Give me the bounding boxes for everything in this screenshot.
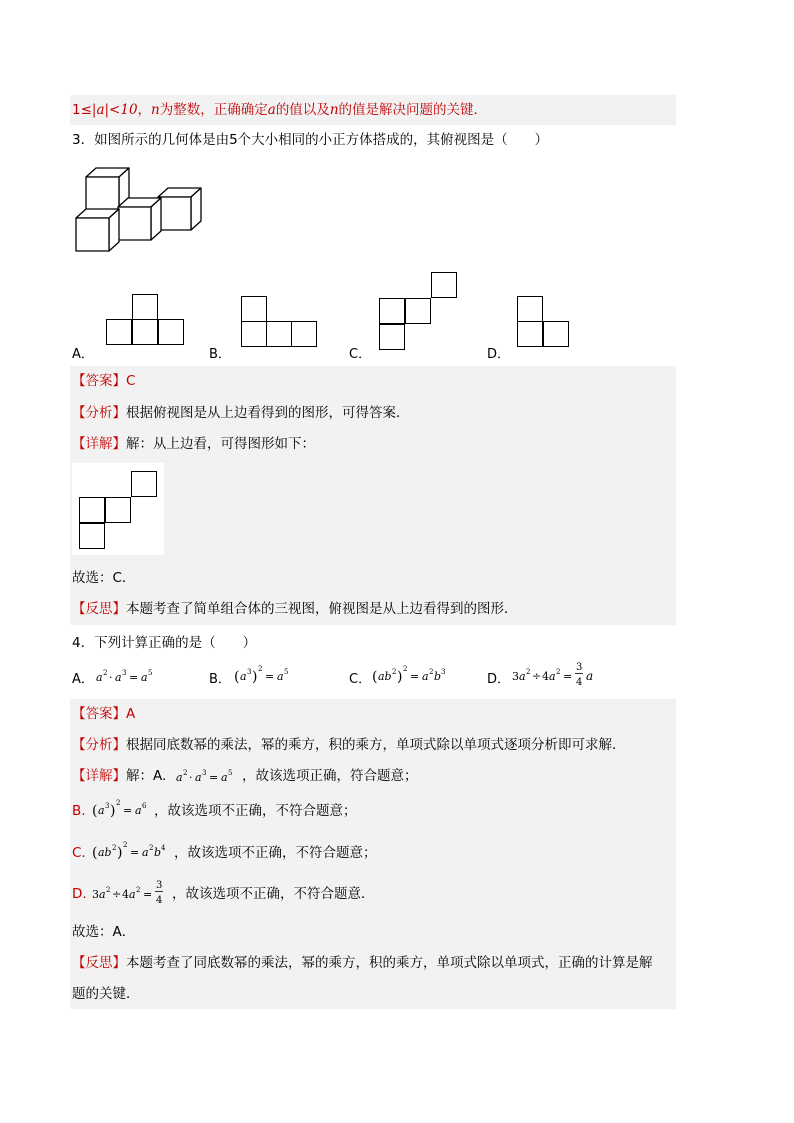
q4-option-a-label: A． <box>72 672 94 687</box>
q4-detail-b-formula <box>92 797 154 821</box>
cube-right <box>158 188 201 230</box>
svg-text:2: 2 <box>136 886 141 894</box>
svg-text:2: 2 <box>112 844 117 852</box>
svg-text:2: 2 <box>429 668 434 676</box>
q3-detail: 【详解】解：从上边看，可得图形如下： <box>72 436 315 452</box>
svg-text:a: a <box>99 888 106 901</box>
question-3-stem: 3．如图所示的几何体是由5个大小相同的小正方体搭成的，其俯视图是（ ） <box>72 132 549 148</box>
grid-cell <box>431 272 457 298</box>
q4-option-d-formula <box>512 659 602 691</box>
cube-front <box>76 209 119 251</box>
q4-reflect-cont: 题的关键． <box>72 986 140 1002</box>
svg-text:): ) <box>110 803 116 819</box>
svg-text:=: = <box>143 888 153 901</box>
svg-text:(: ( <box>372 669 378 685</box>
svg-text:2: 2 <box>183 769 188 777</box>
svg-text:2: 2 <box>123 841 128 849</box>
svg-text:(: ( <box>92 845 98 861</box>
grid-cell <box>517 321 543 347</box>
svg-text:÷: ÷ <box>532 670 542 683</box>
svg-text:·: · <box>109 671 113 684</box>
q4-answer: 【答案】A <box>72 706 136 722</box>
svg-text:a: a <box>141 671 148 684</box>
svg-text:a: a <box>142 846 149 859</box>
svg-text:=: = <box>129 671 139 684</box>
q4-option-c-label: C． <box>349 672 372 687</box>
cube-figure <box>74 163 204 255</box>
svg-text:a: a <box>135 804 142 817</box>
svg-text:a: a <box>96 671 103 684</box>
grid-cell <box>158 319 184 345</box>
svg-text:3: 3 <box>156 880 163 891</box>
q4-detail-c-formula <box>92 839 174 863</box>
svg-text:=: = <box>410 670 420 683</box>
q4-detail-d-text: ，故该选项不正确，不符合题意． <box>172 886 375 902</box>
grid-cell <box>131 471 157 497</box>
q4-detail-d-formula <box>92 876 174 910</box>
q4-detail-c: C. <box>72 845 86 861</box>
svg-text:2: 2 <box>116 799 121 807</box>
svg-text:6: 6 <box>142 802 147 810</box>
grid-cell <box>266 321 292 347</box>
svg-text:ab: ab <box>98 846 112 859</box>
svg-text:=: = <box>209 771 219 784</box>
q4-option-b-formula <box>234 663 296 687</box>
svg-text:2: 2 <box>103 669 108 677</box>
grid-cell <box>105 497 131 523</box>
grid-cell <box>132 319 158 345</box>
q4-option-a-formula <box>96 665 164 687</box>
svg-text:3: 3 <box>512 670 519 683</box>
svg-text:4: 4 <box>161 844 166 852</box>
grid-cell <box>132 294 158 320</box>
svg-text:=: = <box>265 670 275 683</box>
q3-answer: 【答案】C <box>72 373 136 389</box>
grid-cell <box>106 319 132 345</box>
svg-text:2: 2 <box>106 886 111 894</box>
grid-cell <box>517 296 543 322</box>
svg-text:2: 2 <box>258 665 263 673</box>
q4-option-b-label: B． <box>209 672 231 687</box>
svg-text:2: 2 <box>403 665 408 673</box>
svg-text:3: 3 <box>105 802 110 810</box>
svg-text:5: 5 <box>284 668 289 676</box>
q3-analysis: 【分析】根据俯视图是从上边看得到的图形，可得答案． <box>72 405 410 421</box>
grid-cell <box>79 523 105 549</box>
q4-detail-a: 【详解】解：A. <box>72 768 167 784</box>
svg-text:4: 4 <box>576 677 583 688</box>
grid-cell <box>379 298 405 324</box>
svg-text:5: 5 <box>148 669 153 677</box>
svg-text:3: 3 <box>122 669 127 677</box>
svg-text:3: 3 <box>247 668 252 676</box>
q4-detail-a-text: ，故该选项正确，符合题意； <box>242 768 418 784</box>
svg-text:a: a <box>549 670 556 683</box>
svg-text:(: ( <box>234 669 240 685</box>
top-note: 1≤|a|<10，n为整数，正确确定a的值以及n的值是解决问题的关键． <box>72 102 488 118</box>
svg-text:): ) <box>397 669 403 685</box>
option-c-label: C． <box>349 347 372 362</box>
svg-text:3: 3 <box>576 662 583 673</box>
svg-text:a: a <box>586 669 594 683</box>
question-4-stem: 4．下列计算正确的是（ ） <box>72 635 257 651</box>
svg-text:2: 2 <box>149 844 154 852</box>
svg-text:2: 2 <box>392 668 397 676</box>
svg-text:a: a <box>129 888 136 901</box>
svg-text:3: 3 <box>202 769 207 777</box>
svg-text:a: a <box>240 670 247 683</box>
svg-text:=: = <box>130 846 140 859</box>
svg-text:2: 2 <box>556 668 561 676</box>
cube-middle <box>118 198 161 240</box>
svg-text:4: 4 <box>122 888 129 901</box>
q4-analysis: 【分析】根据同底数幂的乘法，幂的乘方，积的乘方，单项式除以单项式逐项分析即可求解． <box>72 737 626 753</box>
grid-cell <box>291 321 317 347</box>
svg-text:·: · <box>189 771 193 784</box>
q4-option-d-label: D． <box>487 672 511 687</box>
svg-text:a: a <box>422 670 429 683</box>
svg-text:(: ( <box>92 803 98 819</box>
option-d-label: D． <box>487 347 511 362</box>
q4-reflect: 【反思】本题考查了同底数幂的乘法，幂的乘方，积的乘方，单项式除以单项式，正确的计算是解 <box>72 955 653 971</box>
svg-text:3: 3 <box>441 668 446 676</box>
svg-text:4: 4 <box>156 895 163 906</box>
svg-text:ab: ab <box>378 670 392 683</box>
svg-text:a: a <box>277 670 284 683</box>
svg-text:4: 4 <box>542 670 549 683</box>
svg-text:): ) <box>252 669 258 685</box>
svg-text:b: b <box>154 846 162 859</box>
q3-choose: 故选：C． <box>72 570 136 586</box>
q4-detail-b-text: ，故该选项不正确，不符合题意； <box>154 803 357 819</box>
q4-choose: 故选：A． <box>72 924 136 940</box>
svg-text:=: = <box>563 670 573 683</box>
svg-text:a: a <box>221 771 228 784</box>
detail-figure <box>72 463 164 555</box>
q3-reflect: 【反思】本题考查了简单组合体的三视图，俯视图是从上边看得到的图形． <box>72 601 518 617</box>
svg-text:2: 2 <box>526 668 531 676</box>
option-a-label: A． <box>72 347 94 362</box>
svg-text:b: b <box>434 670 442 683</box>
svg-text:a: a <box>195 771 202 784</box>
q4-detail-a-formula <box>176 765 242 787</box>
svg-text:a: a <box>519 670 526 683</box>
grid-cell <box>543 321 569 347</box>
svg-text:÷: ÷ <box>112 888 122 901</box>
q4-detail-c-text: ，故该选项不正确，不符合题意； <box>174 845 377 861</box>
grid-cell <box>241 296 267 322</box>
svg-text:a: a <box>115 671 122 684</box>
option-b-label: B． <box>209 347 231 362</box>
svg-text:3: 3 <box>92 888 99 901</box>
q4-option-c-formula <box>372 663 452 687</box>
q4-detail-d: D. <box>72 886 87 902</box>
svg-text:a: a <box>176 771 183 784</box>
grid-cell <box>379 324 405 350</box>
q4-detail-b: B. <box>72 803 86 819</box>
svg-text:5: 5 <box>228 769 233 777</box>
svg-text:a: a <box>98 804 105 817</box>
grid-cell <box>79 497 105 523</box>
svg-text:): ) <box>117 845 123 861</box>
grid-cell <box>405 298 431 324</box>
grid-cell <box>241 321 267 347</box>
svg-text:=: = <box>123 804 133 817</box>
